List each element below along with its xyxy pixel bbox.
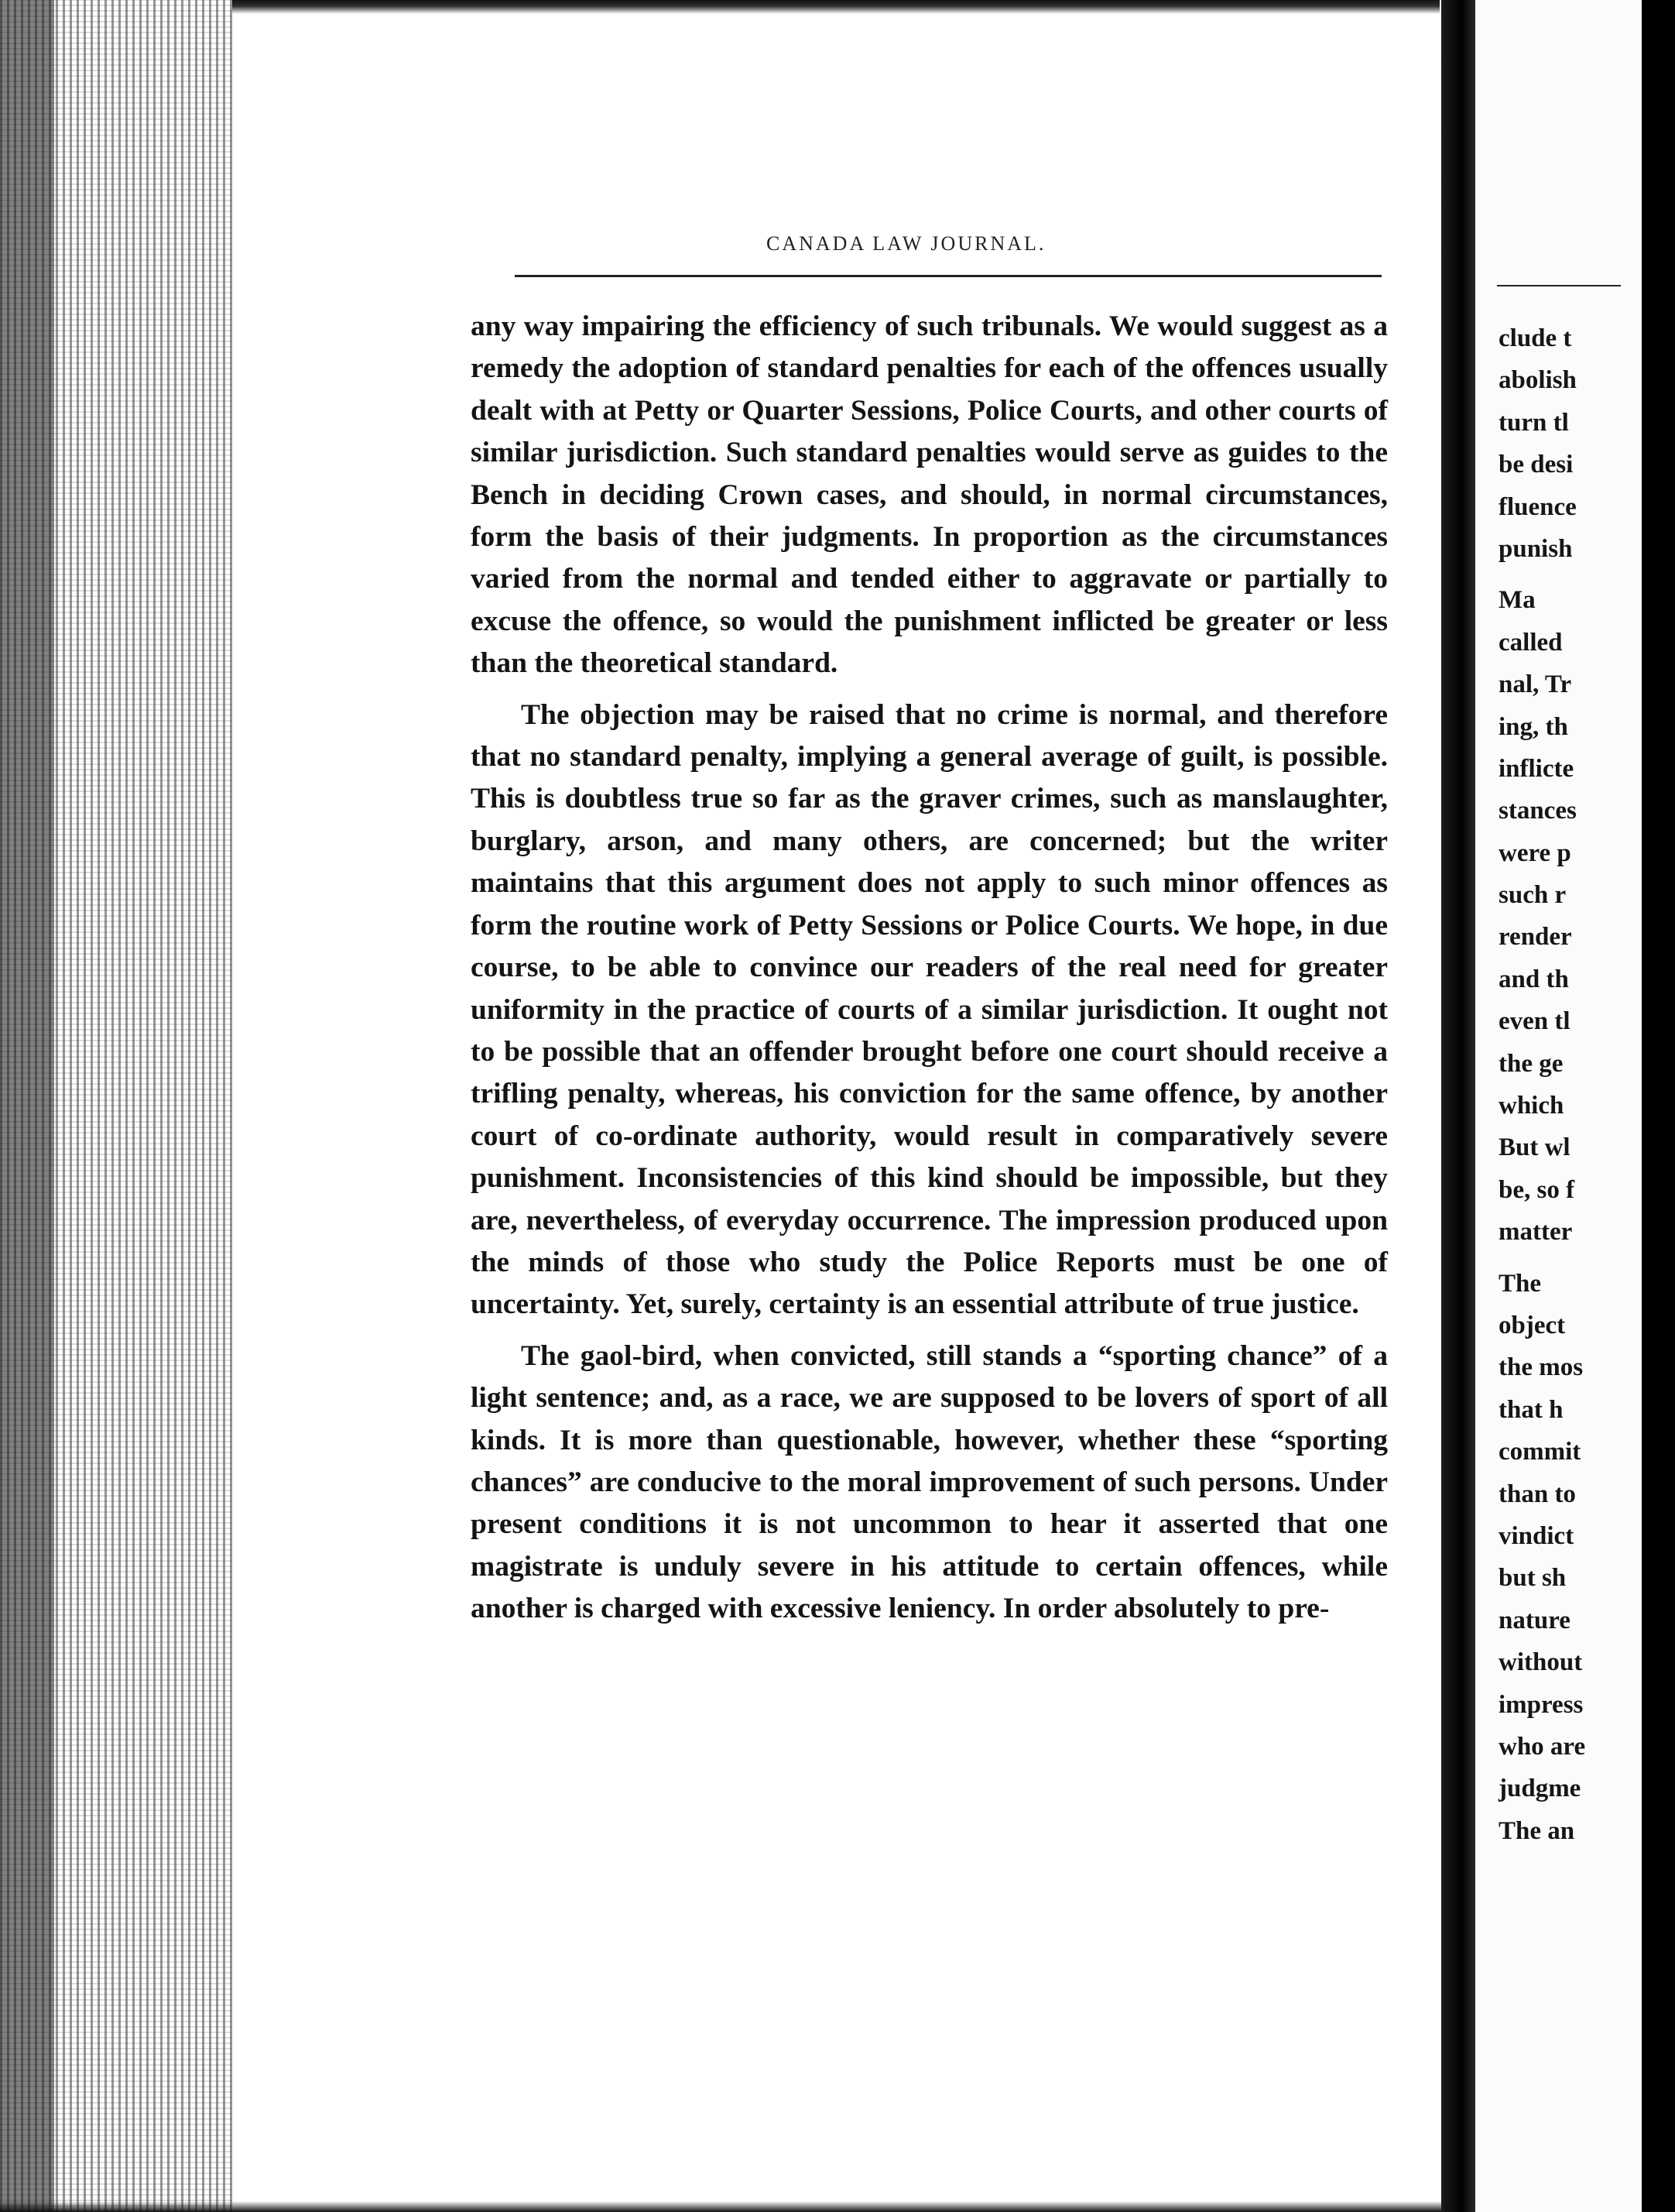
facing-page bbox=[1475, 0, 1642, 2212]
facing-line: inflicte bbox=[1499, 754, 1574, 783]
facing-line: abolish bbox=[1499, 366, 1577, 395]
facing-line: The an bbox=[1499, 1816, 1575, 1845]
paragraph: The gaol-bird, when convicted, still stands a “sporting chance” of a light sentence; and, as a race, we are supposed to be lovers of sport of all kinds. It is more than questionable, however, whether these “sporting chances” are conducive to the moral improvement of such persons. Under present conditions it is not uncommon to hear it asserted that one magistrate is unduly severe in his attitude to certain offences, while another is charged with excessive leniency. In order absolutely to pre- bbox=[471, 1339, 1388, 1625]
facing-line: nature bbox=[1499, 1606, 1571, 1634]
facing-line: than to bbox=[1499, 1480, 1576, 1508]
facing-line: fluence bbox=[1499, 492, 1577, 521]
facing-line: The bbox=[1499, 1269, 1542, 1298]
facing-line: the mos bbox=[1499, 1353, 1584, 1382]
facing-line: impress bbox=[1499, 1690, 1584, 1719]
facing-line: Ma bbox=[1499, 586, 1536, 615]
facing-line: stances bbox=[1499, 797, 1577, 825]
facing-line: called bbox=[1499, 628, 1563, 657]
facing-line: render bbox=[1499, 923, 1572, 952]
facing-line: who are bbox=[1499, 1732, 1586, 1761]
facing-line: commit bbox=[1499, 1438, 1581, 1466]
header-rule bbox=[515, 275, 1382, 277]
facing-line: clude t bbox=[1499, 324, 1572, 352]
page-top-edge bbox=[232, 0, 1440, 14]
facing-line: be, so f bbox=[1499, 1175, 1575, 1204]
facing-line: judgme bbox=[1499, 1775, 1581, 1803]
facing-line: without bbox=[1499, 1648, 1583, 1677]
facing-line: turn tl bbox=[1499, 408, 1569, 437]
book-spine-edge bbox=[0, 0, 54, 2212]
facing-line: were p bbox=[1499, 839, 1571, 867]
page-bottom-edge bbox=[0, 2201, 1675, 2212]
facing-page-text bbox=[1499, 317, 1585, 1852]
facing-line: But wl bbox=[1499, 1133, 1571, 1162]
facing-line: be desi bbox=[1499, 451, 1574, 479]
facing-line: ing, th bbox=[1499, 712, 1568, 741]
gutter-shadow bbox=[1441, 0, 1475, 2212]
facing-line: vindict bbox=[1499, 1521, 1574, 1550]
paragraph: The objection may be raised that no crime is normal, and therefore that no standard penalty, implying a general average of guilt, is possible. This is doubtless true so far as the graver crimes, such as manslaughter, burglary, arson, and many others, are concerned; but the writer maintains that this argument does not apply to such minor offences as form the routine work of Petty Sessions or Police Courts. We hope, in due course, to be able to convince our readers of the real need for greater uniformity in the practice of courts of a similar jurisdiction. It ought not to be possible that an offender brought before one court should receive a trifling penalty, whereas, his conviction for the same offence, by another court of co-ordinate authority, would result in comparatively severe punishment. Inconsistencies of this kind should be impossible, but they are, nevertheless, of everyday occurrence. The impression produced upon the minds of those who study the Police Reports must be one of uncertainty. Yet, surely, certainty is an essential attribute of true justice. bbox=[471, 698, 1388, 1321]
facing-line: the ge bbox=[1499, 1049, 1564, 1078]
facing-line: even tl bbox=[1499, 1007, 1571, 1036]
facing-line: and th bbox=[1499, 965, 1569, 993]
article-body bbox=[471, 306, 1388, 1640]
paragraph: any way impairing the efficiency of such tribunals. We would suggest as a remedy the adoption of standard penalties for each of the offences usually dealt with at Petty or Quarter Sessions, Police Courts, and other courts of similar jurisdiction. Such standard penalties would serve as guides to the Bench in deciding Crown cases, and should, in normal circumstances, form the basis of their judgments. In proportion as the circumstances varied from the normal and tended either to aggravate or partially to excuse the offence, so would the punishment inflicted be greater or less than the theoretical standard. bbox=[471, 310, 1388, 680]
scan-border-right bbox=[1642, 0, 1675, 2212]
facing-line: that h bbox=[1499, 1395, 1564, 1424]
running-head: CANADA LAW JOURNAL. bbox=[766, 232, 1046, 255]
facing-line: such r bbox=[1499, 881, 1567, 910]
facing-line: but sh bbox=[1499, 1564, 1567, 1593]
facing-line: nal, Tr bbox=[1499, 670, 1572, 699]
facing-line: matter bbox=[1499, 1218, 1573, 1247]
facing-page-rule bbox=[1497, 285, 1621, 286]
facing-line: which bbox=[1499, 1092, 1564, 1120]
facing-line: object bbox=[1499, 1311, 1566, 1339]
facing-line: punish bbox=[1499, 534, 1573, 563]
